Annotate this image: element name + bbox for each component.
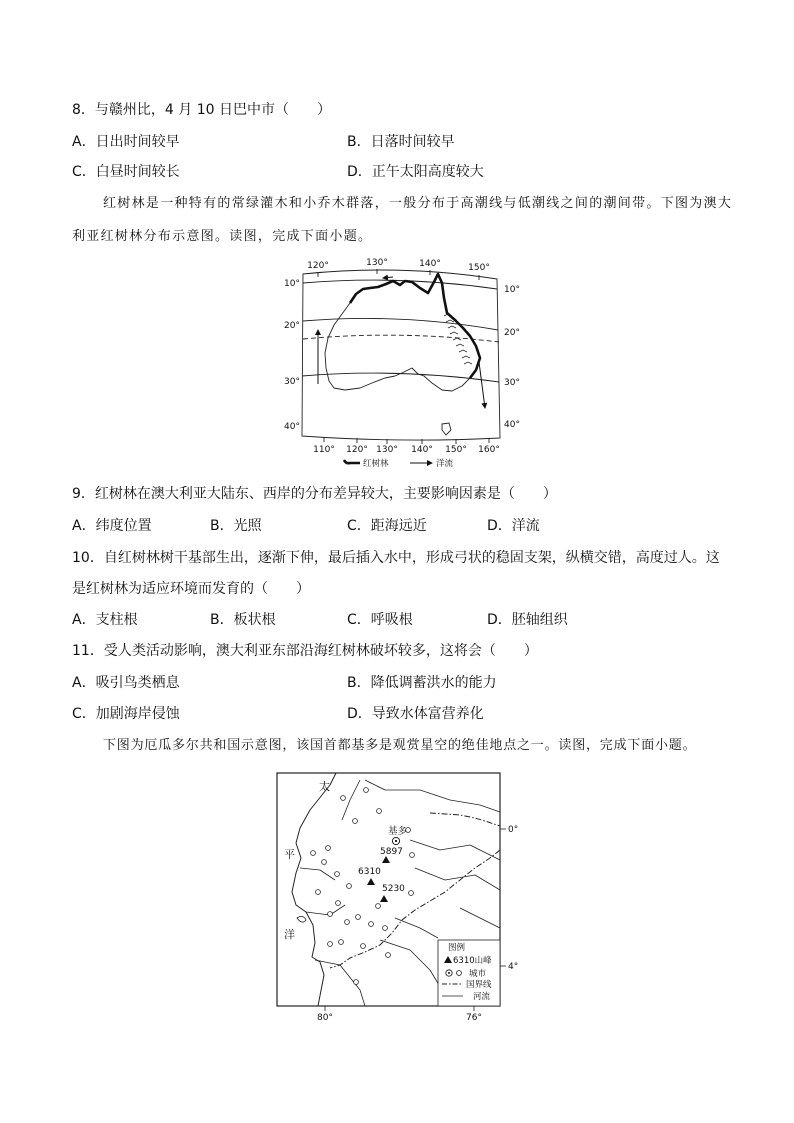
lon-label: 76° [466,1013,482,1023]
mangrove-distribution-line [350,274,480,378]
current-legend-label: 洋流 [436,459,454,469]
city-marker [383,926,388,931]
top-lon-label: 130° [366,258,388,268]
bottom-lon-label: 110° [313,445,335,455]
border-legend-label: 国界线 [466,980,492,990]
q11-option-c: C．加剧海岸侵蚀 [72,706,180,722]
city-marker [386,953,391,958]
australia-mangrove-map [282,256,526,470]
city-marker [354,980,359,985]
city-marker [376,904,381,909]
meridian-ticks [318,269,489,444]
ocean-label-char: 太 [319,780,330,793]
intro-australia-line-2: 利亚红树林分布示意图。读图，完成下面小题。 [72,229,373,244]
q8-option-b: B．日落时间较早 [347,134,455,150]
q8-option-d: D．正午太阳高度较大 [347,164,484,180]
q9-option-a: A．纬度位置 [72,518,152,534]
ocean-label-char: 洋 [284,928,295,941]
city-marker [369,922,374,927]
city-marker [353,819,358,824]
top-lon-label: 150° [468,263,490,273]
q11-option-d: D．导致水体富营养化 [347,706,484,722]
ecuador-map [270,768,522,1024]
mangrove-legend-label: 红树林 [363,459,389,469]
q10-stem-line-2: 是红树林为适应环境而发育的（ ） [72,581,310,597]
city-marker [356,915,361,920]
q11-option-a: A．吸引鸟类栖息 [72,675,180,691]
bottom-lon-label: 160° [478,445,500,455]
q9-option-c: C．距海远近 [347,518,427,534]
city-marker [311,851,316,856]
city-marker [341,796,346,801]
q10-option-c: C．呼吸根 [347,612,413,628]
left-lat-label: 10° [284,279,300,289]
q8-stem: 8．与赣州比，4 月 10 日巴中市（ ） [72,102,331,118]
top-lon-label: 120° [307,261,329,271]
city-marker [328,912,333,917]
capital-marker [392,837,399,844]
lat-label: 0° [508,825,519,835]
city-marker [328,942,333,947]
q8-option-a: A．日出时间较早 [72,134,180,150]
mangrove-legend-symbol [344,460,360,463]
city-marker [339,940,344,945]
legend-title: 图例 [448,943,466,953]
capital-legend-icon [446,970,452,976]
right-lat-label: 40° [504,420,520,430]
bottom-lon-label: 140° [411,445,433,455]
australia-map-legend [344,458,454,469]
city-marker [335,872,340,877]
intro-australia-line-1: 红树林是一种特有的常绿灌木和小乔木群落，一般分布于高潮线与低潮线之间的潮间带。下图为澳大 [103,196,733,211]
city-marker [377,809,382,814]
australia-coastline [325,303,470,391]
ecuador-map-legend [438,940,500,1006]
top-lon-label: 140° [419,259,441,269]
left-lat-label: 30° [284,377,300,387]
right-lat-label: 20° [504,328,520,338]
q11-stem: 11．受人类活动影响，澳大利亚东部沿海红树林破坏较多，这将会（ ） [72,643,538,659]
city-marker [345,920,350,925]
city-marker [322,860,327,865]
intro-ecuador: 下图为厄瓜多尔共和国示意图，该国首都基多是观赏星空的绝佳地点之一。读图，完成下面小题。 [103,738,697,753]
city-marker [409,891,414,896]
capital-label: 基多 [388,826,408,837]
peak-label: 5897 [380,847,403,857]
city-marker [326,846,331,851]
city-legend-icon [457,971,462,976]
bottom-lon-label: 130° [376,445,398,455]
q8-option-c: C．白昼时间较长 [72,164,180,180]
city-marker [364,788,369,793]
river-legend-label: 河流 [473,992,491,1002]
peak-legend-label: 6310山峰 [453,956,492,966]
peak-label: 5230 [382,884,405,894]
city-marker [347,884,352,889]
left-lat-label: 40° [284,422,300,432]
q9-option-d: D．洋流 [487,518,540,534]
north-coast-current-arrow [383,277,393,278]
city-marker [336,901,341,906]
q9-option-b: B．光照 [210,518,262,534]
tasmania [442,423,451,435]
east-coast-current-arrow [479,362,485,408]
lat-label: 4° [508,962,519,972]
left-lat-label: 20° [284,321,300,331]
ocean-label-char: 平 [284,848,295,861]
q11-option-b: B．降低调蓄洪水的能力 [347,675,497,691]
q10-option-b: B．板状根 [210,612,276,628]
city-marker [361,944,366,949]
map-frame [302,270,500,440]
q10-option-d: D．胚轴组织 [487,612,568,628]
lon-label: 80° [317,1013,333,1023]
right-lat-label: 30° [504,378,520,388]
bottom-lon-label: 120° [346,445,368,455]
q10-option-a: A．支柱根 [72,612,138,628]
city-marker [316,890,321,895]
q9-stem: 9．红树林在澳大利亚大陆东、西岸的分布差异较大，主要影响因素是（ ） [72,486,557,502]
peak-label: 6310 [358,867,381,877]
right-lat-label: 10° [504,285,520,295]
bottom-lon-label: 150° [445,445,467,455]
q10-stem-line-1: 10．自红树林树干基部生出，逐渐下伸，最后插入水中，形成弓状的稳固支架，纵横交错，高度过人。这 [72,550,720,566]
city-legend-label: 城市 [469,969,487,979]
city-marker [410,853,415,858]
